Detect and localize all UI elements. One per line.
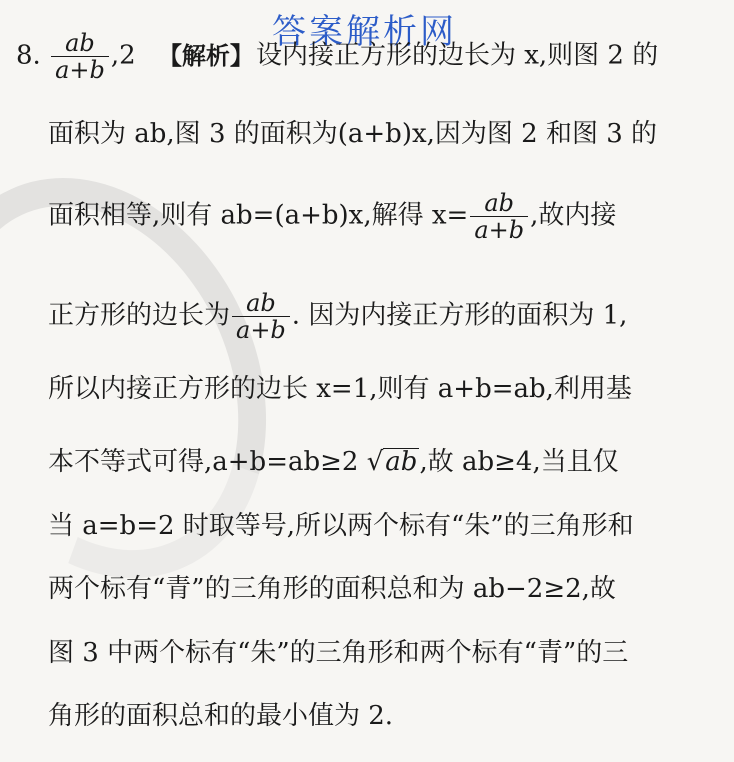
line-text: 当 a=b=2 时取等号,所以两个标有“朱”的三角形和 [48, 511, 634, 541]
sqrt-expression [367, 447, 420, 477]
line-text: 正方形的边长为 [48, 300, 231, 331]
solution-line-7 [48, 510, 698, 542]
line-text: 面积相等,则有 ab=(a+b)x,解得 x= [48, 200, 469, 231]
solution-line-6 [48, 446, 698, 478]
watermark-title: 答案解析网 [272, 12, 457, 52]
line-text-tail: ,故 ab≥4,当且仅 [419, 447, 619, 477]
solution-line-3 [48, 190, 698, 243]
fraction-denominator: a+b [236, 316, 286, 344]
sqrt-radicand: ab [385, 447, 418, 477]
line-text: 本不等式可得,a+b=ab≥2 [48, 447, 359, 477]
answer-fraction [51, 30, 109, 83]
line-text: 图 3 中两个标有“朱”的三角形和两个标有“青”的三 [48, 638, 629, 668]
line-text: 面积为 ab,图 3 的面积为(a+b)x,因为图 2 和图 3 的 [48, 119, 658, 149]
fraction-denominator: a+b [55, 56, 105, 84]
solution-line-4 [48, 290, 698, 343]
inline-fraction [232, 290, 290, 343]
answer-tail: ,2 [110, 40, 136, 71]
fraction-denominator: a+b [474, 216, 525, 244]
solution-line-5 [48, 373, 698, 405]
fraction-numerator: ab [232, 290, 290, 317]
fraction-numerator: ab [51, 30, 109, 57]
line-text: 两个标有“青”的三角形的面积总和为 ab−2≥2,故 [48, 574, 616, 604]
inline-fraction [470, 190, 528, 243]
line-text-tail: ,故内接 [530, 200, 617, 231]
fraction-numerator: ab [470, 190, 528, 217]
solution-line-8 [48, 573, 698, 605]
solution-line-10 [48, 700, 698, 732]
line-text: 所以内接正方形的边长 x=1,则有 a+b=ab,利用基 [48, 374, 632, 404]
solution-line-1 [16, 30, 666, 83]
analysis-tag: 【解析】 [157, 41, 254, 70]
solution-line-9 [48, 637, 698, 669]
line-text: 设内接正方形的边长为 x,则图 2 的 [255, 40, 659, 71]
line-text-tail: . 因为内接正方形的面积为 1, [291, 300, 628, 331]
line-text: 角形的面积总和的最小值为 2. [48, 701, 394, 731]
solution-line-2 [48, 118, 698, 150]
sqrt-sign: √ [366, 447, 384, 477]
question-number: 8. [16, 40, 41, 71]
